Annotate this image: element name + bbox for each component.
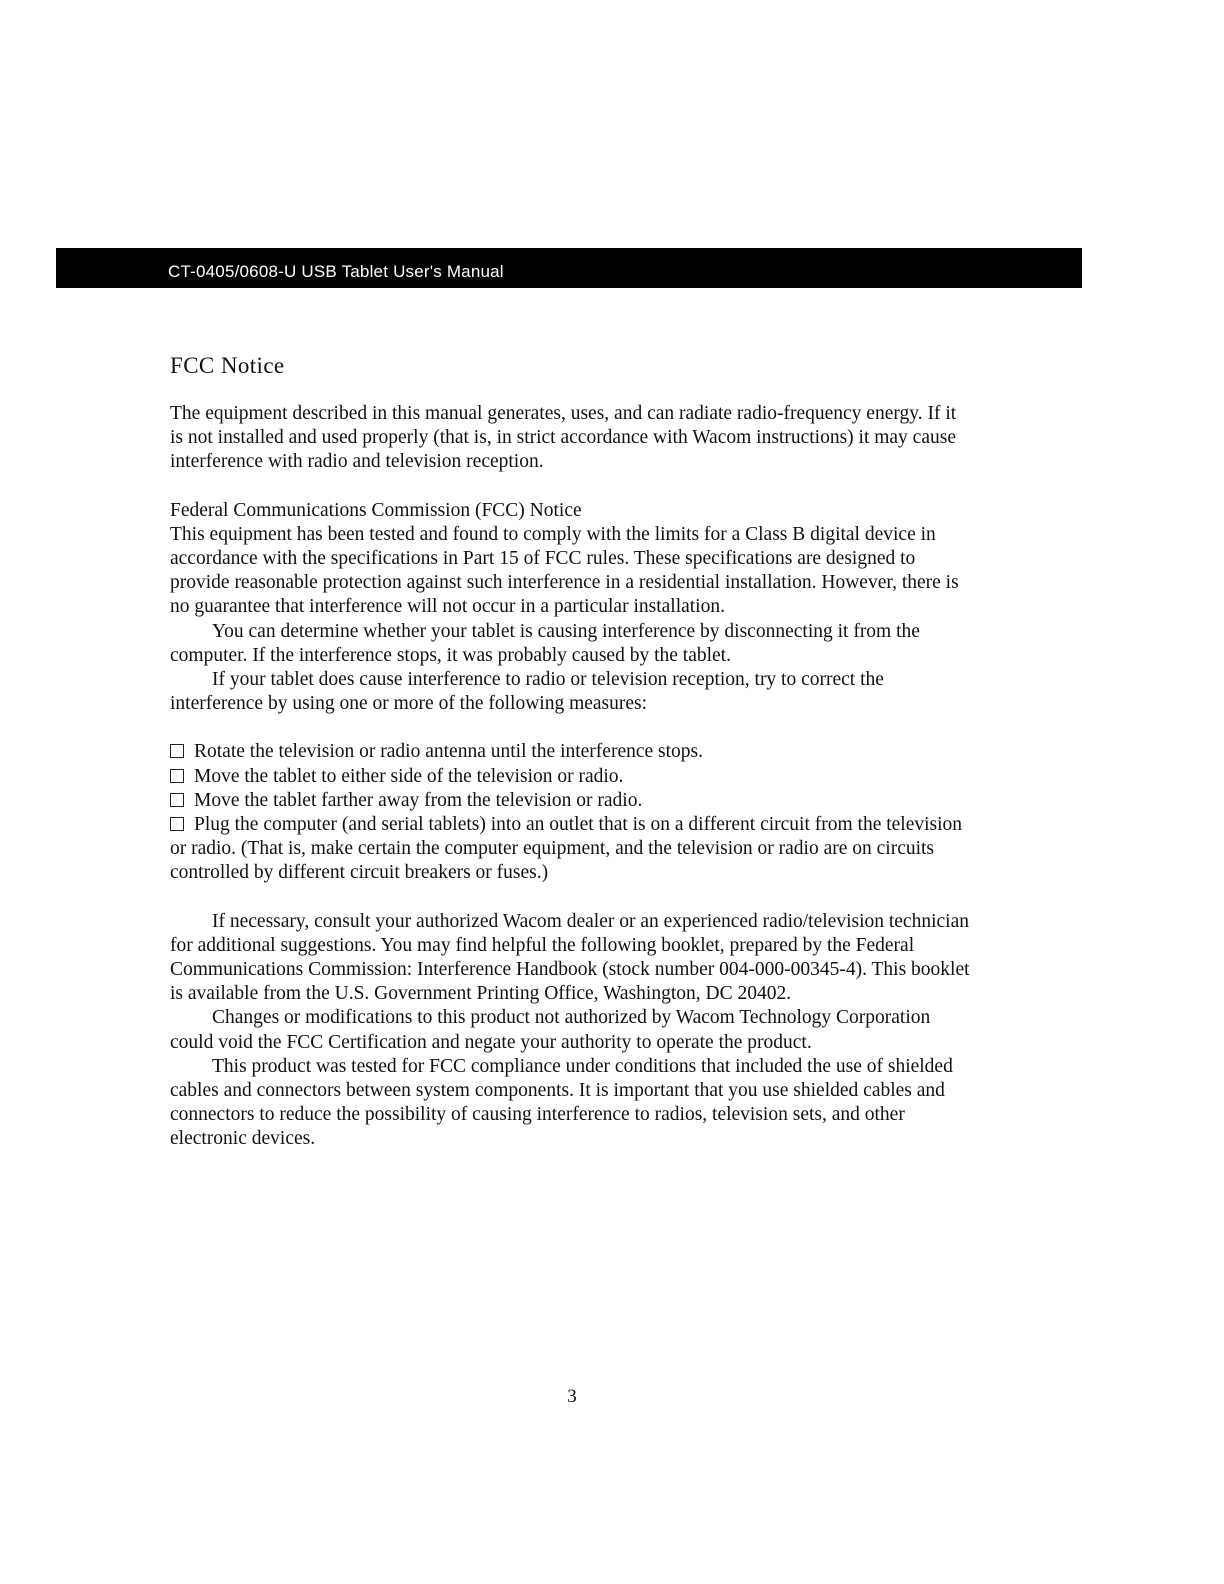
page-content [170, 352, 970, 1152]
page-number: 3 [567, 1386, 577, 1407]
closing-paragraph-3: This product was tested for FCC compliance under conditions that included the use of shielded cables and connectors between system components. It is important that you use shielded cables and connectors to reduce the possibility of causing interference to radios, television sets, and other electronic devices. [170, 1055, 953, 1150]
checkbox-icon [170, 817, 184, 831]
intro-paragraph: The equipment described in this manual generates, uses, and can radiate radio-frequency energy. If it is not installed and used properly (that is, in strict accordance with Wacom instructions) it may cause interference with radio and television reception. [170, 403, 957, 473]
list-item [170, 765, 970, 789]
section-title: FCC Notice [170, 353, 285, 378]
measure-text: Move the tablet farther away from the television or radio. [194, 789, 643, 811]
list-item [170, 789, 970, 813]
header-bar [56, 248, 1082, 288]
measure-text: Rotate the television or radio antenna until the interference stops. [194, 741, 703, 763]
closing-paragraph-1: If necessary, consult your authorized Wacom dealer or an experienced radio/television technician for additional suggestions. You may find helpful the following booklet, prepared by the Federal Communications Commission: Interference Handbook (stock number 004-000-00345-4). This booklet is available from the U.S. Government Printing Office, Washington, DC 20402. [170, 910, 970, 1005]
checkbox-icon [170, 769, 184, 783]
list-item [170, 740, 970, 764]
closing-paragraph-2: Changes or modifications to this product not authorized by Wacom Technology Corporation could void the FCC Certification and negate your authority to operate the product. [170, 1007, 931, 1053]
measures-list [170, 740, 970, 885]
fcc-paragraph-1: This equipment has been tested and found to comply with the limits for a Class B digital device in accordance with the specifications in Part 15 of FCC rules. These specifications are designed to provide reasonable protection against such interference in a residential installation. However, there is no guarantee that interference will not occur in a particular installation. [170, 523, 959, 618]
checkbox-icon [170, 744, 184, 758]
list-item [170, 813, 970, 886]
fcc-heading: Federal Communications Commission (FCC) Notice [170, 499, 582, 521]
measure-text: Move the tablet to either side of the television or radio. [194, 765, 624, 787]
manual-title: CT-0405/0608-U USB Tablet User's Manual [168, 262, 504, 281]
fcc-paragraph-2: You can determine whether your tablet is causing interference by disconnecting it from the computer. If the interference stops, it was probably caused by the tablet. [170, 620, 920, 666]
spacer [170, 716, 970, 740]
fcc-paragraph-3: If your tablet does cause interference to radio or television reception, try to correct the interference by using one or more of the following measures: [170, 669, 884, 715]
spacer [170, 886, 970, 910]
checkbox-icon [170, 793, 184, 807]
measure-text: Plug the computer (and serial tablets) into an outlet that is on a different circuit from the television or radio. (That is, make certain the computer equipment, and the television or radio are on circuits controlled by different circuit breakers or fuses.) [170, 814, 963, 884]
